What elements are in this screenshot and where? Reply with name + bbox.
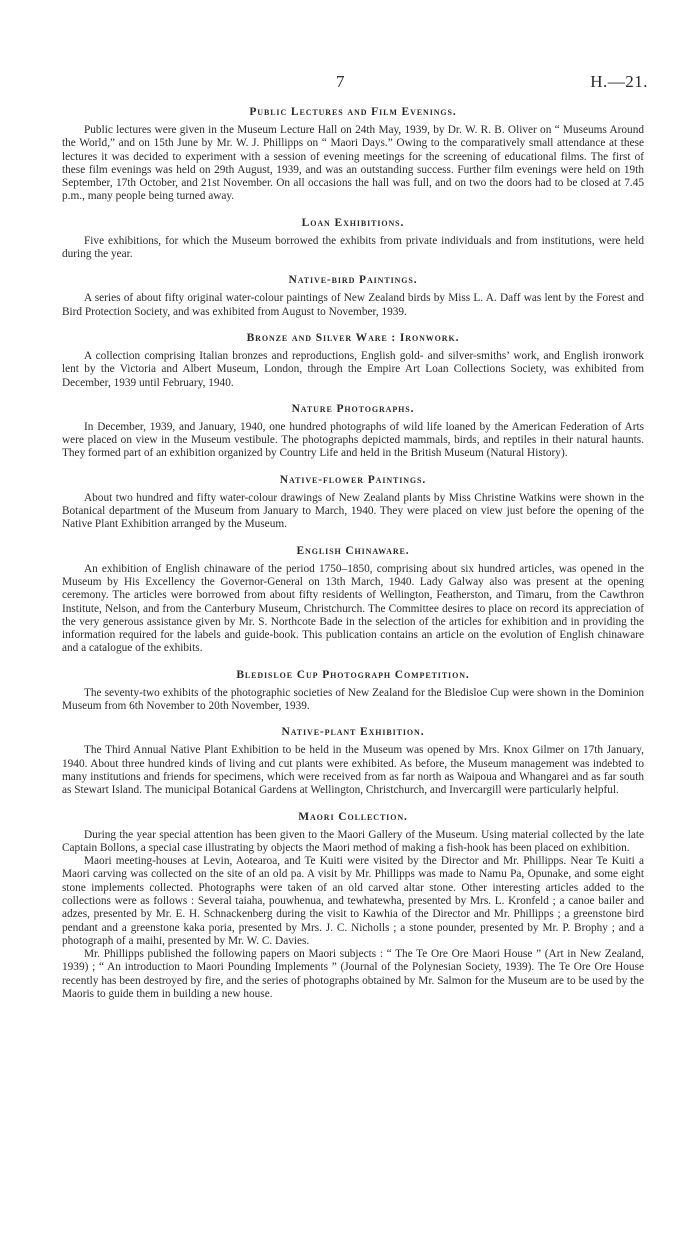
section-heading: Native-flower Paintings.: [279, 473, 427, 486]
section-english-chinaware: [62, 545, 644, 656]
page-header: [0, 72, 700, 92]
section-nature-photographs: [62, 403, 644, 461]
section-native-bird-paintings: [62, 274, 644, 319]
section-maori-collection: [62, 811, 644, 1002]
paragraph: The seventy-two exhibits of the photographic societies of New Zealand for the Bledisloe Cup were shown in the Dominion Museum from 6th November to 20th November, 1939.: [62, 686, 644, 713]
section-bledisloe-cup: [62, 669, 644, 714]
page-body: [62, 106, 644, 1014]
page-number: 7: [336, 72, 345, 91]
section-native-flower-paintings: [62, 474, 644, 532]
section-heading: Nature Photographs.: [291, 402, 415, 415]
paragraph: Public lectures were given in the Museum Lecture Hall on 24th May, 1939, by Dr. W. R. B. Oliver on “ Museums Around the World,” and on 15th June by Mr. W. J. Phillipps on “ Maori Days.” Owing to the comparatively small attendance at these lectures it was decided to experiment with a session of evening meetings for the screening of educational films. The first of these film evenings was held on 29th August, 1939, and was an outstanding success. Further film evenings were held on 19th September, 17th October, and 21st November. On all occasions the hall was full, and on two the doors had to be closed at 7.45 p.m., many people being turned away.: [62, 124, 644, 203]
section-loan-exhibitions: [62, 217, 644, 262]
paragraph: Five exhibitions, for which the Museum borrowed the exhibits from private individuals and from institutions, were held during the year.: [62, 234, 644, 261]
section-heading: Native-plant Exhibition.: [281, 726, 425, 739]
paragraph: An exhibition of English chinaware of the period 1750–1850, comprising about six hundred articles, was opened in the Museum by His Excellency the Governor-General on 13th March, 1940. Lady Galway also was present at the opening ceremony. The articles were borrowed from about fifty residents of Wellington, Featherston, and Timaru, from the Cawthron Institute, Nelson, and from the Canterbury Museum, Christchurch. The Committee desires to place on record its appreciation of the very generous assistance given by Mr. S. Northcote Bade in the selection of the articles for exhibition and in providing the information required for the labels and guide-book. This publication contains an article on the evolution of English chinaware and a catalogue of the exhibits.: [62, 562, 644, 655]
paragraph: A series of about fifty original water-colour paintings of New Zealand birds by Miss L. A. Daff was lent by the Forest and Bird Protection Society, and was exhibited from August to November, 1939.: [62, 292, 644, 318]
section-bronze-silver: [62, 332, 644, 390]
section-heading: Native-bird Paintings.: [288, 274, 418, 287]
paragraph: About two hundred and fifty water-colour drawings of New Zealand plants by Miss Christine Watkins were shown in the Botanical department of the Museum from January to March, 1940. They were placed on view just before the opening of the Native Plant Exhibition arranged by the Museum.: [62, 491, 644, 531]
section-heading: Public Lectures and Film Evenings.: [249, 106, 457, 118]
paragraph: During the year special attention has been given to the Maori Gallery of the Museum. Using material collected by the late Captain Bollons, a special case illustrating by objects the Maori method of making a fish-hook has been placed on exhibition.: [62, 828, 644, 854]
section-heading: Loan Exhibitions.: [301, 216, 405, 229]
section-native-plant-exhibition: [62, 726, 644, 797]
paragraph: Maori meeting-houses at Levin, Aotearoa, and Te Kuiti were visited by the Director and Mr. Phillipps. Near Te Kuiti a Maori carving was collected on the site of an old pa. A visit by Mr. Phillipps was made to Namu Pa, Opunake, and some eight stone implements collected. Photographs were taken of an old carved altar stone. Other interesting articles added to the collections were as follows : Several taiaha, pouwhenua, and tewhatewha, presented by Mrs. L. Kronfeld ; a canoe bailer and adzes, presented by Mr. E. H. Schnackenberg during the visit to Kawhia of the Director and Mr. Phillipps ; a greenstone bird pendant and a greenstone kaka poria, presented by Mrs. J. C. Nicholls ; a stone pounder, presented by Mr. P. Brophy ; and a photograph of a maihi, presented by Mr. W. C. Davies.: [62, 855, 644, 947]
document-reference: H.—21.: [590, 72, 648, 91]
paragraph: In December, 1939, and January, 1940, one hundred photographs of wild life loaned by the American Federation of Arts were placed on view in the Museum vestibule. The photographs depicted mammals, birds, and reptiles in their natural haunts. They formed part of an exhibition organized by Country Life and held in the British Museum (Natural History).: [62, 420, 644, 460]
section-heading: English Chinaware.: [296, 544, 410, 557]
paragraph: A collection comprising Italian bronzes and reproductions, English gold- and silver-smiths’ work, and English ironwork lent by the Victoria and Albert Museum, London, through the Empire Art Loan Collections Society, was exhibited from December, 1939 until February, 1940.: [62, 349, 644, 389]
paragraph: The Third Annual Native Plant Exhibition to be held in the Museum was opened by Mrs. Knox Gilmer on 17th January, 1940. About three hundred kinds of living and cut plants were exhibited. As before, the Museum management was indebted to many institutions and friends for specimens, which were received from as far north as Waipoua and Whangarei and as far south as Stewart Island. The municipal Botanical Gardens at Wellington, Christchurch, and Invercargill were particularly helpful.: [62, 744, 644, 797]
section-heading: Maori Collection.: [298, 810, 408, 823]
section-heading: Bronze and Silver Ware : Ironwork.: [246, 331, 460, 344]
section-heading: Bledisloe Cup Photograph Competition.: [236, 668, 470, 681]
section-lectures: [62, 106, 644, 204]
paragraph: Mr. Phillipps published the following papers on Maori subjects : “ The Te Ore Ore Maori House ” (Art in New Zealand, 1939) ; “ An introduction to Maori Pounding Implements ” (Journal of the Polynesian Society, 1939). The Te Ore Ore House recently has been destroyed by fire, and the series of photographs obtained by Mr. Salmon for the Museum are to be used by the Maoris to guide them in building a new house.: [62, 948, 644, 1001]
